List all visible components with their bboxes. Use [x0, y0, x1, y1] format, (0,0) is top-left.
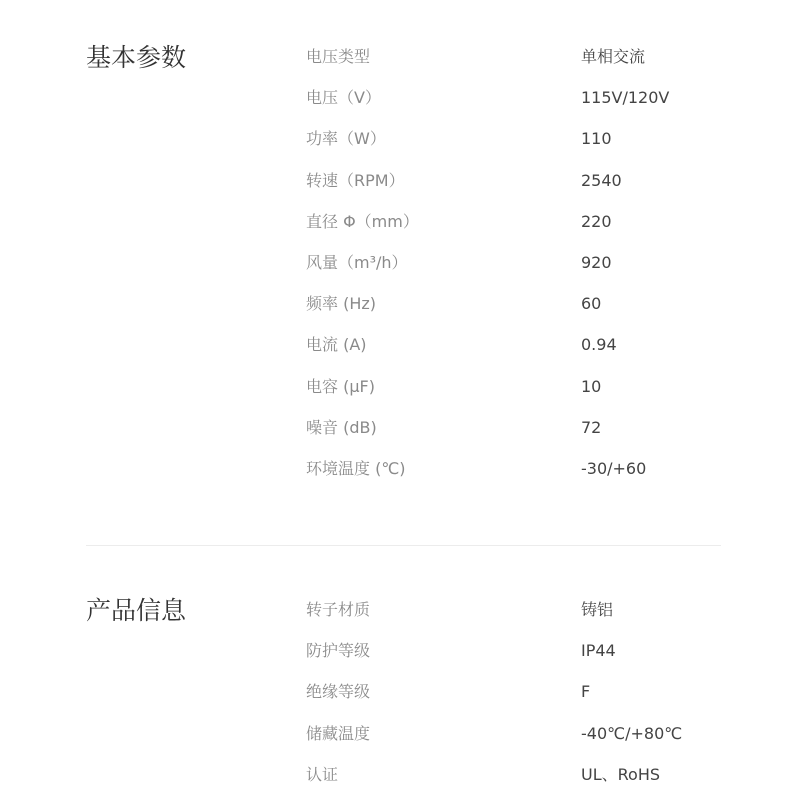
spec-value: 110: [581, 129, 612, 149]
spec-value: F: [581, 682, 591, 702]
spec-row-certification: [0, 764, 800, 805]
spec-value: IP44: [581, 641, 616, 661]
spec-row-diameter: [0, 211, 800, 252]
section-title-product-info: 产品信息: [86, 596, 187, 625]
spec-value: 115V/120V: [581, 88, 670, 108]
spec-value: 220: [581, 211, 612, 231]
spec-value: UL、RoHS: [581, 764, 661, 784]
spec-value: 920: [581, 252, 612, 272]
spec-row-voltage-type: [0, 43, 800, 87]
section-title-basic-parameters: 基本参数: [86, 43, 187, 72]
spec-label: 电容 (μF): [306, 376, 375, 396]
spec-label: 电压（V）: [306, 88, 381, 108]
spec-label: 环境温度 (℃): [306, 458, 406, 478]
spec-row-ambient-temperature: [0, 458, 800, 499]
spec-row-noise: [0, 417, 800, 458]
spec-row-airflow: [0, 252, 800, 293]
spec-row-current: [0, 334, 800, 375]
spec-value: 10: [581, 376, 602, 396]
spec-row-protection-class: [0, 640, 800, 681]
spec-label: 转速（RPM）: [306, 170, 405, 190]
spec-row-capacitance: [0, 376, 800, 417]
section-divider: [86, 545, 721, 546]
spec-value: 2540: [581, 170, 622, 190]
spec-value: 0.94: [581, 335, 617, 355]
product-info-list: [0, 596, 800, 805]
spec-label: 绝缘等级: [306, 682, 371, 702]
spec-row-rotor-material: [0, 596, 800, 640]
spec-row-storage-temperature: [0, 723, 800, 764]
spec-label: 防护等级: [306, 641, 371, 661]
spec-row-speed: [0, 170, 800, 211]
spec-label: 直径 Φ（mm）: [306, 211, 419, 231]
basic-parameters-list: [0, 43, 800, 499]
spec-label: 风量（m³/h）: [306, 252, 408, 272]
spec-label: 噪音 (dB): [306, 417, 377, 437]
spec-label: 认证: [306, 764, 339, 784]
spec-row-frequency: [0, 293, 800, 334]
spec-label: 电压类型: [306, 47, 371, 66]
spec-row-insulation-class: [0, 681, 800, 722]
spec-row-power: [0, 128, 800, 169]
spec-label: 频率 (Hz): [306, 294, 377, 314]
spec-value: 60: [581, 294, 602, 314]
spec-label: 储藏温度: [306, 723, 371, 743]
spec-value: 单相交流: [581, 47, 646, 66]
spec-value: 铸铝: [581, 600, 614, 619]
spec-row-voltage: [0, 87, 800, 128]
spec-value: -40℃/+80℃: [581, 723, 683, 743]
spec-label: 功率（W）: [306, 129, 386, 149]
spec-value: 72: [581, 417, 602, 437]
spec-value: -30/+60: [581, 458, 647, 478]
spec-label: 电流 (A): [306, 335, 367, 355]
spec-label: 转子材质: [306, 600, 371, 619]
